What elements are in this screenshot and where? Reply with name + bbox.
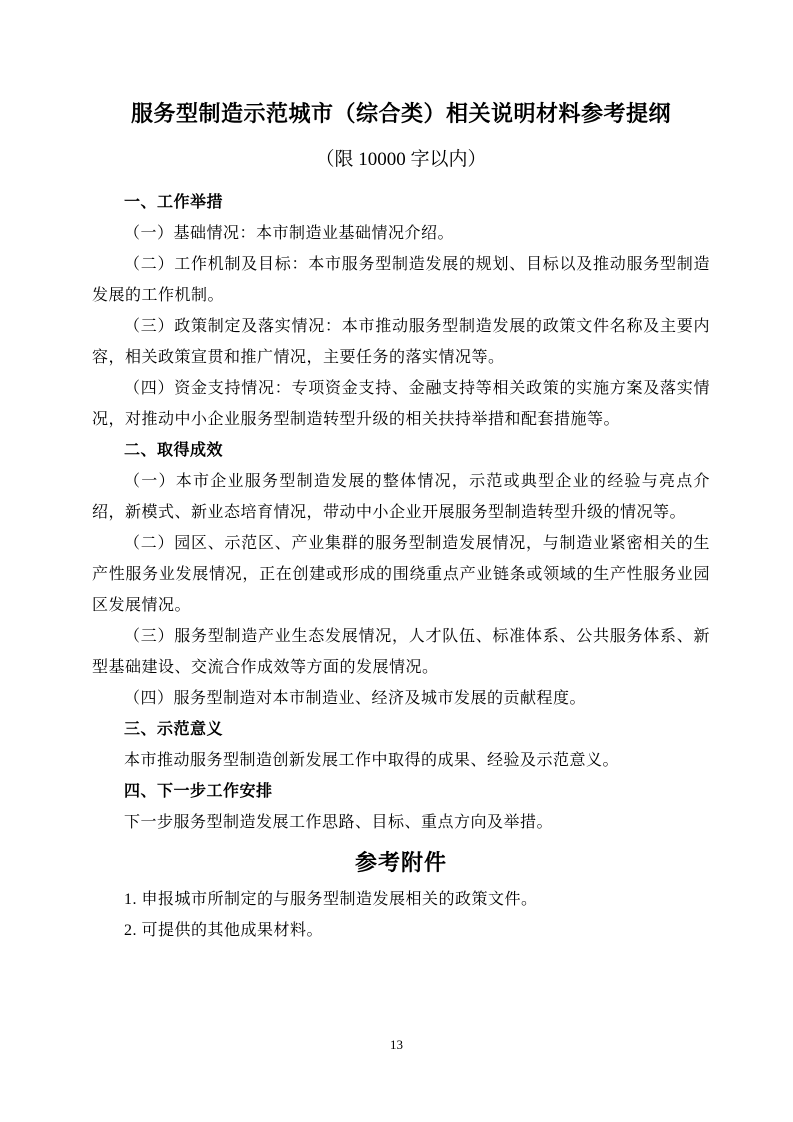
section-heading: 一、工作举措 [124, 194, 224, 211]
page-title: 服务型制造示范城市（综合类）相关说明材料参考提纲 [130, 101, 671, 126]
page-subtitle: （限 10000 字以内） [315, 149, 487, 170]
body-paragraph: （四）资金支持情况：专项资金支持、金融支持等相关政策的实施方案及落实情况，对推动中小企业服务型制造转型升级的相关扶持举措和配套措施等。 [92, 380, 710, 428]
document-body [92, 187, 710, 838]
body-paragraph: （二）工作机制及目标：本市服务型制造发展的规划、目标以及推动服务型制造发展的工作机制。 [92, 256, 710, 304]
appendix-item: 2. 可提供的其他成果材料。 [124, 922, 324, 939]
body-paragraph: （四）服务型制造对本市制造业、经济及城市发展的贡献程度。 [124, 690, 587, 707]
body-paragraph: （三）政策制定及落实情况：本市推动服务型制造发展的政策文件名称及主要内容，相关政策宣贯和推广情况，主要任务的落实情况等。 [92, 318, 710, 366]
appendix-list [92, 884, 710, 946]
section-heading: 二、取得成效 [124, 442, 224, 459]
body-paragraph: （三）服务型制造产业生态发展情况，人才队伍、标准体系、公共服务体系、新型基础建设、交流合作成效等方面的发展情况。 [92, 628, 710, 676]
body-paragraph: （一）本市企业服务型制造发展的整体情况，示范或典型企业的经验与亮点介绍，新模式、新业态培育情况，带动中小企业开展服务型制造转型升级的情况等。 [92, 473, 710, 521]
body-paragraph: （一）基础情况：本市制造业基础情况介绍。 [124, 225, 455, 242]
page-number: 13 [390, 1037, 403, 1052]
appendix-item: 1. 申报城市所制定的与服务型制造发展相关的政策文件。 [124, 891, 538, 908]
body-paragraph: （二）园区、示范区、产业集群的服务型制造发展情况，与制造业紧密相关的生产性服务业发展情况，正在创建或形成的围绕重点产业链条或领域的生产性服务业园区发展情况。 [92, 535, 710, 614]
body-paragraph: 下一步服务型制造发展工作思路、目标、重点方向及举措。 [124, 814, 554, 831]
section-heading: 四、下一步工作安排 [124, 783, 273, 800]
section-heading: 三、示范意义 [124, 721, 224, 738]
document-content [92, 0, 710, 946]
appendix-heading: 参考附件 [354, 850, 447, 875]
body-paragraph: 本市推动服务型制造创新发展工作中取得的成果、经验及示范意义。 [124, 752, 620, 769]
